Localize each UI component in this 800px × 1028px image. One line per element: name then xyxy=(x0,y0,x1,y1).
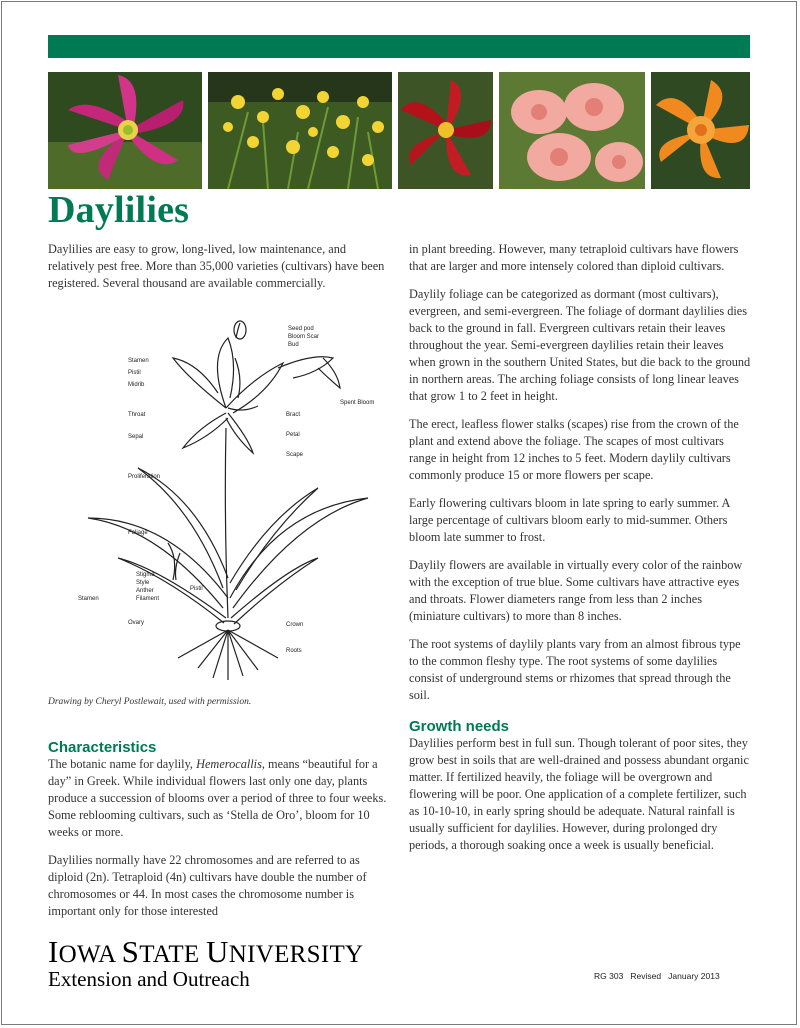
drawing-caption: Drawing by Cheryl Postlewait, used with permission. xyxy=(48,697,252,707)
growth-needs-paragraph: Daylilies perform best in full sun. Though tolerant of poor sites, they grow best in soils that are well-drained and possess abundant organic matter. If fertilized heavily, the foliage will be overgrown and flowering will be poor. One application of a complete fertilizer, such as 10-10-10, in early spring should be adequate. Natural rainfall is usually sufficient for daylilies. However, during prolonged dry periods, a thorough soaking once a week is usually beneficial. xyxy=(409,736,749,852)
characteristics-heading: Characteristics xyxy=(48,739,157,756)
label-midrib: Midrib xyxy=(128,382,145,388)
header-bar xyxy=(48,35,750,58)
label-crown: Crown xyxy=(286,622,304,628)
characteristics-section xyxy=(48,739,390,931)
label-throat: Throat xyxy=(128,412,146,418)
characteristics-paragraph-2: Daylilies normally have 22 chromosomes and are referred to as diploid (2n). Tetraploid (4n) cultivars have double the number of chromosomes or 44. In most cases the chromosome number is important only for those interested xyxy=(48,853,367,918)
roots-paragraph: The root systems of daylily plants vary from an almost fibrous type to the common fleshy type. The root systems of some daylilies consist of underground stems or rhizomes that spread through the soil. xyxy=(409,637,741,702)
pink-double-daylily-photo xyxy=(499,72,645,189)
label-bract: Bract xyxy=(286,412,301,418)
label-ovary: Ovary xyxy=(128,620,145,626)
label-roots: Roots xyxy=(286,648,302,654)
label-pistil: Pistil xyxy=(128,370,141,376)
flowering-paragraph: Early flowering cultivars bloom in late spring to early summer. A large percentage of cultivars bloom early to mid-summer. Others bloom late summer to frost. xyxy=(409,496,730,544)
label-sepal: Sepal xyxy=(128,434,144,440)
label-filament: Filament xyxy=(136,596,160,602)
label-petal: Petal xyxy=(286,432,300,438)
label-stigma: Stigma xyxy=(136,572,155,578)
pink-daylily-photo xyxy=(48,72,202,189)
growth-needs-heading: Growth needs xyxy=(409,718,510,735)
label-bud: Bud xyxy=(288,342,299,348)
label-scape: Scape xyxy=(286,452,304,458)
page-title: Daylilies xyxy=(48,189,190,231)
red-daylily-photo xyxy=(398,72,493,189)
label-bloom-scar: Bloom Scar xyxy=(288,334,320,340)
foliage-paragraph: Daylily foliage can be categorized as dormant (most cultivars), evergreen, and semi-evergreen. The foliage of dormant daylilies dies back to the ground in fall. Evergreen cultivars retain their leaves throughout the year. Semi-evergreen daylilies retain their leaves when grown in the southern United States, but die back to the ground in northern areas. The arching foliage consists of long linear leaves that grow 1 to 2 feet in height. xyxy=(409,287,751,403)
label-proliferation: Proliferation xyxy=(128,474,161,480)
label-stamen-detail: Stamen xyxy=(78,596,99,602)
intro-paragraph: Daylilies are easy to grow, long-lived, low maintenance, and relatively pest free. More than 35,000 varieties (cultivars) have been registered. Several thousand are available commercially. xyxy=(48,242,385,290)
right-column xyxy=(409,241,751,865)
label-pistil-detail: Pistil xyxy=(190,586,203,592)
yellow-daylily-bed-photo xyxy=(208,72,392,189)
logo-extension-outreach: Extension and Outreach xyxy=(48,967,250,991)
orange-double-daylily-photo xyxy=(651,72,750,189)
logo-university-name: IOWA STATE UNIVERSITY xyxy=(48,934,364,969)
iowa-state-logo xyxy=(48,934,363,992)
colors-paragraph: Daylily flowers are available in virtually every color of the rainbow with the exception of true blue. Some cultivars have attractive eyes and throats. Flower diameters range from less than 2 inches (miniature cultivars) to more than 8 inches. xyxy=(409,558,743,623)
label-style: Style xyxy=(136,580,150,586)
label-foliage: Foliage xyxy=(128,530,148,536)
label-spent-bloom: Spent Bloom xyxy=(340,400,375,406)
publication-reference: RG 303 Revised January 2013 xyxy=(594,971,720,981)
scapes-paragraph: The erect, leafless flower stalks (scapes) rise from the crown of the plant and extend above the foliage. The scapes of most cultivars range in height from 12 inches to 5 feet. Modern daylily cultivars commonly produce 15 or more flowers per scape. xyxy=(409,417,739,482)
daylily-anatomy-drawing xyxy=(78,318,378,688)
intro-text-block xyxy=(48,241,390,303)
characteristics-paragraph-1: The botanic name for daylily, Hemerocallis, means “beautiful for a day” in Greek. While individual flowers last only one day, plants produce a succession of blooms over a period of three to four weeks. Some reblooming cultivars, such as ‘Stella de Oro’, bloom for 10 weeks or more. xyxy=(48,757,387,839)
right-paragraph-0: in plant breeding. However, many tetraploid cultivars have flowers that are larger and more intensely colored than diploid cultivars. xyxy=(409,242,739,273)
label-stamen: Stamen xyxy=(128,358,149,364)
label-seed-pod: Seed pod xyxy=(288,326,314,332)
label-anther: Anther xyxy=(136,588,154,594)
